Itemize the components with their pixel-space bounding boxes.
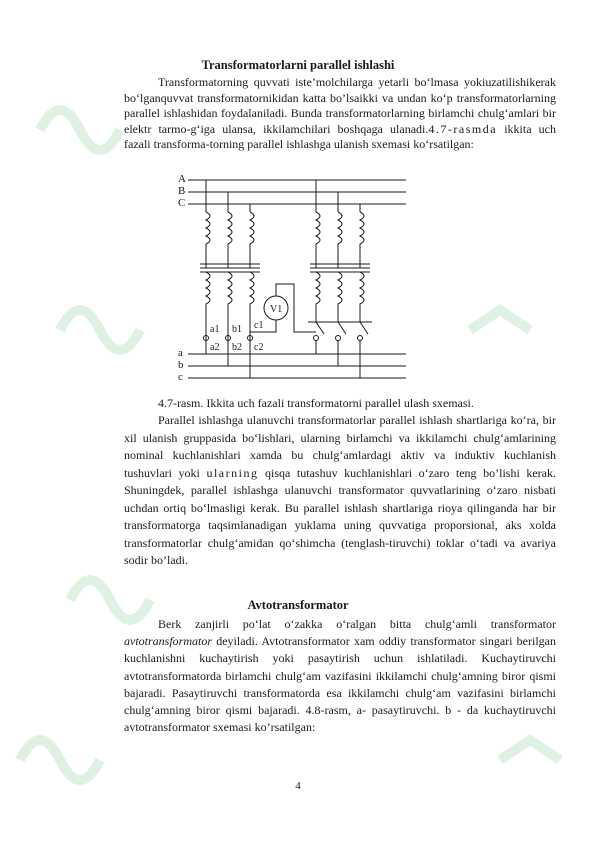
terminal-b2: b2 [232, 342, 242, 353]
figure-caption: 4.7-rasm. Ikkita uch fazali transformatorni parallel ulash sxemasi. [158, 396, 474, 410]
terminal-b1: b1 [232, 324, 242, 335]
auto-text-b: deyiladi. Avtotransformator xam oddiy transformator singari berilgan kuchlanishni kuchaytirish yoki pasaytirish uchun ishlatiladi. Kuchaytiruvchi avtotransformatorda birlamchi chulg‘am vazifasini ikkilamchi chulg‘amning biror qismi bajaradi. Pasaytiruvchi transformatorda esa ikkilamchi chulg‘am vazifasini birlamchi chulg‘amning biror qismi bajaradi. 4.8-rasm, a- pasaytiruvchi. b - da kuchaytiruvchi avtotransformator sxemasi ko’rsatilgan: [124, 634, 556, 735]
bus-label-a-lower: a [178, 347, 183, 359]
transformer-2 [308, 180, 372, 378]
spaced-word: ularning [206, 465, 259, 480]
conditions-text-b: qisqa tutashuv kuchlanishlari o‘zaro teng bo’lishi kerak. Shuningdek, parallel ishlashga ulanuvchi transformator quvvatlarining o‘zaro nisbati uchdan ortiq bo‘lmasligi kerak. Bu parallel ishlash shartlariga rioya qilinganda har bir transformatorga taqsimlanadigan yuklama uning quvvatiga proporsional, aks xolda transformatorlar chulg‘amidan qo‘shimcha (tenglash-tiruvchi) toklar o‘tadi va avariya sodir bo’ladi. [124, 465, 556, 567]
autotransformer-paragraph [124, 616, 556, 736]
conditions-paragraph [124, 412, 556, 570]
terminal-a2: a2 [210, 342, 220, 353]
intro-paragraph [124, 75, 556, 153]
section-title: Transformatorlarni parallel ishlashi [201, 58, 395, 72]
intro-text-b: ikkita uch fazali transforma-torning parallel ishlashga ulanish sxemasi ko‘rsatilgan: [124, 121, 557, 151]
transformer-1 [200, 180, 260, 378]
figure-reference: 4.7-rasmda [428, 121, 498, 136]
terminal-c1: c1 [254, 320, 264, 331]
terminal-a1: a1 [210, 324, 220, 335]
bus-label-c-upper: C [178, 197, 186, 209]
page-number: 4 [295, 780, 301, 792]
voltmeter-label: V1 [270, 304, 283, 315]
section-title-autotransformer: Avtotransformator [247, 598, 349, 612]
parallel-transformer-diagram [176, 172, 416, 392]
bus-label-a-upper: A [178, 173, 186, 185]
term-autotransformer: avtotransformator [124, 634, 213, 649]
conditions-text-a: Parallel ishlashga ulanuvchi transformatorlar parallel ishlash shartlariga ko‘ra, bir xil ulanish gruppasida bo‘lishlari, ularning birlamchi va ikkilamchi chulg‘amlarining nominal kuchlanishlari xamda bu chulg‘amlardagi aktiv va induktiv kuchlanish tushuvlari yoki [124, 413, 556, 480]
bus-label-b-lower: b [178, 359, 184, 371]
bus-label-c-lower: c [178, 371, 183, 383]
auto-text-a: Berk zanjirli po‘lat o‘zakka o‘ralgan bitta chulg‘amli transformator [158, 617, 556, 631]
terminal-c2: c2 [254, 342, 264, 353]
bus-label-b-upper: B [178, 185, 186, 197]
intro-text-a: Transformatorning quvvati iste’molchilarga yetarli bo‘lmasa yokiuzatilishikerak bo‘lganquvvat transformatornikidan katta bo’lsaikki va undan ko‘p transformatorlarning parallel ishlashidan foydalaniladi. Bunda transformatorlarning birlamchi chulg‘amlari bir elektr tarmo-g‘iga ulansa, ikkilamchilari boshqaga ulanadi. [124, 75, 556, 136]
